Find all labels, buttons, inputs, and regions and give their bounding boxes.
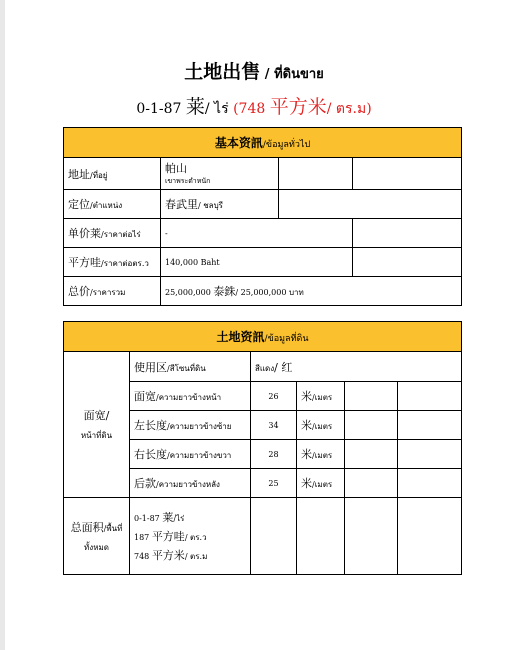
dimension-label-th: /ความยาวข้างหลัง (156, 480, 220, 489)
total-area-label-zh: 总面积 (70, 520, 104, 534)
sqwa-price-label-th: /ราคาต่อตร.ว (101, 259, 149, 268)
total-area-label (64, 498, 130, 575)
address-value-zh: 帕山 (165, 162, 187, 175)
sqwa-price-empty (353, 248, 462, 277)
location-label (64, 190, 161, 219)
area-sqm-th: / ตร.ม (184, 552, 208, 561)
address-value (161, 158, 279, 190)
frontage-group-zh: 面宽/ (83, 409, 110, 422)
total-area-values (130, 498, 251, 575)
total-price-label-zh: 总价 (68, 285, 90, 298)
basic-info-table (63, 127, 462, 306)
area-rai-zh: 莱 (162, 511, 174, 524)
unit-price-empty (353, 219, 462, 248)
area-sqm-value: 748 (134, 552, 152, 561)
dimension-unit-th: /เมตร (312, 393, 333, 402)
total-price-thb: 25,000,000 (165, 288, 214, 297)
sqwa-price-label (64, 248, 161, 277)
location-value-zh: 春武里 (165, 198, 198, 211)
dimension-label-zh: 右长度 (134, 448, 167, 461)
total-price-thai: / 25,000,000 บาท (235, 288, 304, 297)
dimension-value: 28 (251, 440, 297, 469)
dimension-label-zh: 左长度 (134, 419, 167, 432)
dimension-label-th: /ความยาวข้างขวา (167, 451, 232, 460)
total-price-label-th: /ราคารวม (90, 288, 126, 297)
address-value-th: เขาพระตำหนัก (165, 177, 211, 185)
area-empty-2 (297, 498, 345, 575)
basic-header-th: /ข้อมูลทั่วไป (262, 140, 311, 150)
area-rai-line (134, 509, 246, 525)
unit-price-label-th: /ราคาต่อไร่ (101, 230, 141, 239)
dimension-empty-2 (398, 440, 462, 469)
dimension-unit (297, 411, 345, 440)
basic-header-zh: 基本资訊 (214, 136, 263, 150)
dimension-unit-zh: 米 (301, 390, 312, 403)
area-empty-4 (398, 498, 462, 575)
dimension-unit-zh: 米 (301, 448, 312, 461)
dimension-empty-2 (398, 469, 462, 498)
unit-price-value: - (161, 219, 353, 248)
land-header-th: /ข้อมูลที่ดิน (264, 334, 309, 344)
zone-label-th: /สีโซนที่ดิน (167, 363, 206, 373)
address-label-th: /ที่อยู่ (90, 170, 108, 180)
page-title (0, 60, 508, 87)
total-area-label-th2: ทั้งหมด (84, 542, 109, 552)
dimension-empty-2 (398, 382, 462, 411)
land-header-zh: 土地资訊 (216, 330, 265, 344)
area-wa-line (134, 528, 246, 544)
location-value (161, 190, 279, 219)
zone-value-th: สีแดง (255, 363, 275, 373)
area-sqm-line (134, 547, 246, 563)
frontage-group-th: หน้าที่ดิน (80, 431, 113, 440)
location-label-th: /ตำแหน่ง (90, 201, 123, 210)
dimension-unit-th: /เมตร (312, 451, 333, 460)
dimension-unit (297, 469, 345, 498)
area-sqm-zh: 平方米 (151, 549, 185, 562)
dimension-empty-1 (345, 440, 398, 469)
area-wa-value: 187 (134, 533, 152, 542)
zone-label (130, 352, 251, 382)
land-info-table (63, 321, 462, 575)
sqwa-price-value: 140,000 Baht (161, 248, 353, 277)
dimension-unit (297, 382, 345, 411)
dimension-value: 25 (251, 469, 297, 498)
sqm-open: (748 (233, 101, 270, 117)
address-empty-2 (353, 158, 462, 190)
unit-price-label (64, 219, 161, 248)
title-thai: ที่ดินขาย (274, 67, 324, 82)
address-label (64, 158, 161, 190)
sqwa-price-label-zh: 平方哇 (68, 256, 101, 269)
land-size-line (0, 95, 508, 121)
dimension-unit (297, 440, 345, 469)
location-label-zh: 定位 (68, 198, 90, 211)
dimension-unit-zh: 米 (301, 477, 312, 490)
size-value: 0-1-87 (136, 101, 186, 117)
basic-info-header (64, 128, 462, 158)
sqm-unit-zh: 平方米 (269, 96, 327, 118)
dimension-empty-1 (345, 382, 398, 411)
zone-value-zh: / 红 (274, 360, 293, 374)
total-price-value (161, 277, 462, 306)
area-empty-3 (345, 498, 398, 575)
dimension-label (130, 411, 251, 440)
total-area-label-th: /พื้นที่ (103, 523, 123, 533)
sqm-unit-th: / ตร.ม) (326, 101, 372, 117)
land-info-header (64, 322, 462, 352)
address-label-zh: 地址 (68, 167, 90, 181)
dimension-label-zh: 后款 (134, 477, 156, 490)
area-rai-th: /ไร่ (173, 514, 185, 523)
address-empty-1 (279, 158, 353, 190)
title-chinese: 土地出售 (184, 61, 261, 83)
dimension-unit-th: /เมตร (312, 422, 333, 431)
area-empty-1 (251, 498, 297, 575)
dimension-value: 26 (251, 382, 297, 411)
dimension-label (130, 469, 251, 498)
dimension-empty-1 (345, 411, 398, 440)
dimension-label-zh: 面宽 (134, 390, 156, 403)
dimension-unit-zh: 米 (301, 419, 312, 432)
area-rai-value: 0-1-87 (134, 514, 163, 523)
dimension-unit-th: /เมตร (312, 480, 333, 489)
dimension-label (130, 382, 251, 411)
dimension-empty-2 (398, 411, 462, 440)
size-unit-zh: 莱 (185, 96, 205, 118)
frontage-group-label (64, 352, 130, 498)
zone-value (251, 352, 462, 382)
unit-price-label-zh: 单价莱 (68, 227, 101, 240)
dimension-label-th: /ความยาวข้างหน้า (156, 393, 222, 402)
dimension-label (130, 440, 251, 469)
size-unit-th: / ไร่ (204, 101, 234, 117)
zone-label-zh: 使用区 (134, 360, 167, 374)
location-value-th: / ชลบุรี (198, 201, 223, 210)
area-wa-th: / ตร.ว (184, 533, 207, 542)
dimension-label-th: /ความยาวข้างซ้าย (167, 422, 232, 431)
location-empty (279, 190, 462, 219)
dimension-empty-1 (345, 469, 398, 498)
dimension-value: 34 (251, 411, 297, 440)
area-wa-zh: 平方哇 (151, 530, 185, 543)
title-separator: / (260, 67, 275, 82)
total-price-unit-zh: 泰銖 (213, 285, 236, 298)
total-price-label (64, 277, 161, 306)
